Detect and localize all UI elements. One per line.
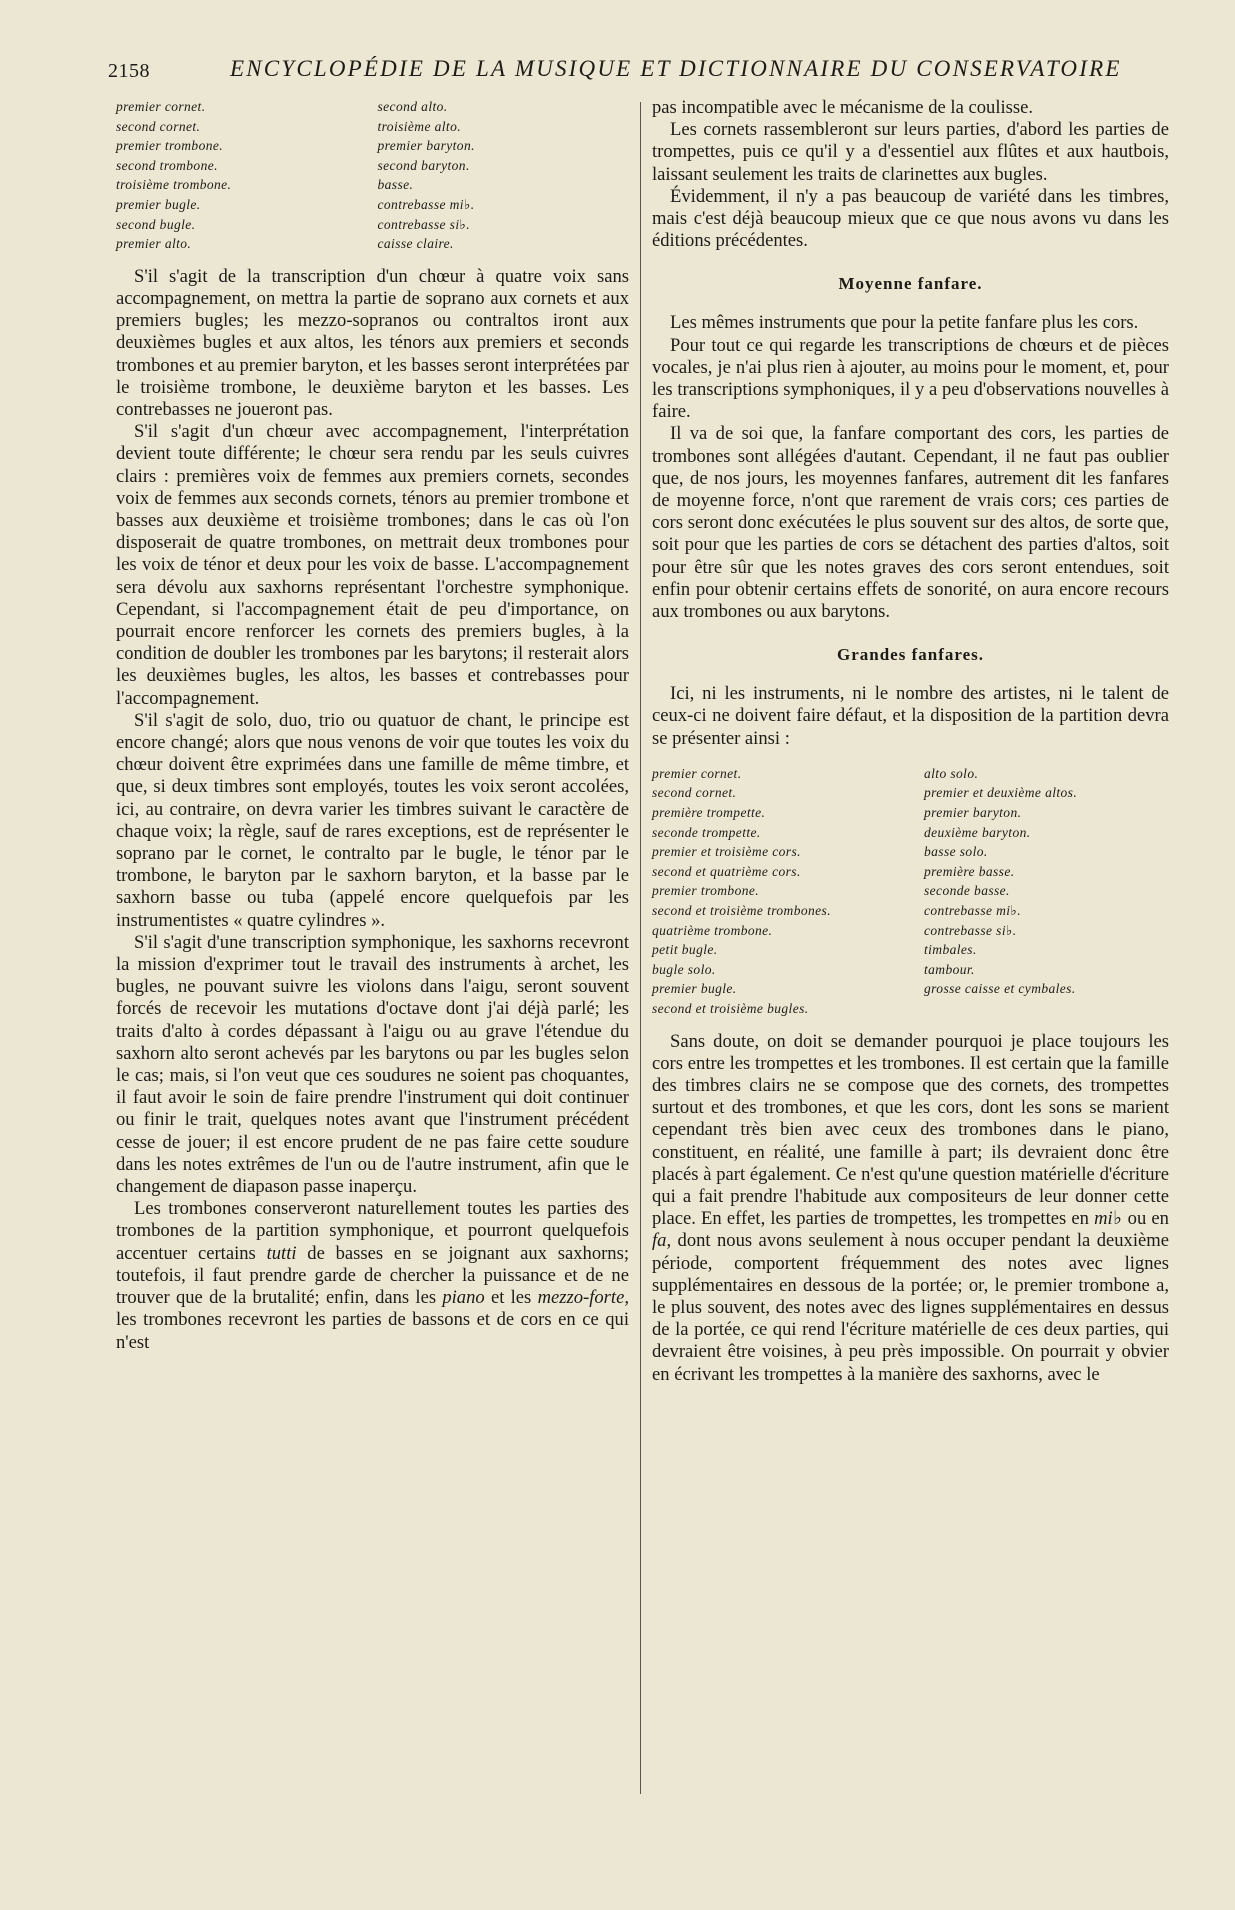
list-item: second cornet. [116, 118, 201, 134]
list-item: troisième trombone. [116, 177, 232, 193]
list-item: second cornet. [652, 785, 737, 801]
paragraph: Il va de soi que, la fanfare comportant des cors, les parties de trombones sont allégées d'autant. Cependant, il ne faut pas oublier que, de nos jours, les moyennes fanfares, autrement dit les fanfares de moyenne force, n'ont que rarement de vrais cors; ces parties de cors seront donc exécutées le plus souvent sur des altos, de sorte que, soit pour que les parties de cors se détachent des parties d'altos, soit pour être sûr que les notes graves des cors seront entendues, soit enfin pour obtenir certains effets de sonorité, on aura encore recours aux trombones ou aux barytons. [652, 423, 1169, 623]
list-item: premier trombone. [652, 883, 760, 899]
left-column [116, 97, 629, 1354]
list-item: deuxième baryton. [924, 824, 1031, 840]
paragraph: S'il s'agit d'un chœur avec accompagnement, l'interprétation devient toute différente; le chœur sera rendu par les seuls cuivres clairs : premières voix de femmes aux premiers cornets, secondes voix de femmes aux seconds cornets, ténors au premier trombone et basses aux deuxième et troisième trombones; dans le cas où l'on disposerait de quatre trombones, on mettrait deux trombones pour les voix de ténor et deux pour les voix de basse. L'accompagnement sera dévolu aux saxhorns représentant l'orchestre symphonique. Cependant, si l'accompagnement était de peu d'importance, on pourrait encore renforcer les cornets des premiers bugles, à la condition de doubler les trombones par les barytons; il resterait alors les deuxièmes bugles, les altos, les basses et contrebasses pour l'accompagnement. [116, 421, 629, 709]
list-item: premier cornet. [116, 99, 206, 114]
instrument-list-column [378, 97, 630, 254]
paragraph: S'il s'agit de la transcription d'un chœur à quatre voix sans accompagnement, on mettra la partie de soprano aux cornets et aux premiers bugles; les mezzo-sopranos ou contraltos iront aux deuxièmes bugles et aux altos, les ténors aux premiers et seconds trombones et au premier baryton, et les basses seront interprétées par le troisième trombone, le deuxième baryton et les basses. Les contrebasses ne joueront pas. [116, 265, 629, 420]
paragraph: S'il s'agit de solo, duo, trio ou quatuor de chant, le principe est encore changé; alors que nous venons de voir que toutes les voix du chœur doivent être exprimées dans une famille de même timbre, et que, si deux timbres sont employés, toutes les voix seront accolées, ici, au contraire, on devra varier les timbres suivant le caractère de chaque voix; la règle, sauf de rares exceptions, est de représenter le soprano par le cornet, le contralto par le bugle, le ténor par le trombone, le baryton par le saxhorn baryton, et la basse par le saxhorn basse ou tuba (appelé encore quelquefois par les instrumentistes « quatre cylindres ». [116, 709, 629, 931]
instrument-list-column [116, 97, 368, 254]
paragraph [116, 1198, 629, 1353]
instrument-list-column [924, 764, 1169, 1019]
page-number: 2158 [108, 60, 150, 82]
paragraph: S'il s'agit d'une transcription symphonique, les saxhorns recevront la mission d'exprimer tout le travail des instruments à archet, les bugles, ne pouvant suivre les violons dans l'aigu, seront souvent forcés de recevoir les mutations d'octave dont j'ai déjà parlé; les traits d'alto à cordes dépassant à l'aigu ou au grave l'étendue du saxhorn alto seront achevés par les barytons ou par les bugles selon le cas; mais, si l'on veut que ces soudures ne soient pas choquantes, il faut avoir le soin de faire prendre l'instrument qui doit continuer ou finir le trait, quelques notes avant que l'instrument précédent cesse de jouer; il est encore prudent de ne pas faire cette soudure dans les notes extrêmes de l'un ou de l'autre instrument, afin que le changement de diapason passe inaperçu. [116, 931, 629, 1198]
list-item: seconde basse. [924, 883, 1010, 899]
list-item: premier baryton. [377, 138, 475, 154]
instrument-list-petite [116, 97, 629, 254]
list-item: second et troisième bugles. [652, 1001, 809, 1016]
list-item: second baryton. [377, 157, 470, 173]
list-item: premier cornet. [652, 765, 742, 781]
list-item: contrebasse si♭. [924, 922, 1017, 938]
text-run: ou en [1122, 1208, 1169, 1230]
list-item: second alto. [377, 99, 448, 114]
list-item: premier et deuxième altos. [924, 785, 1078, 801]
list-item: contrebasse mi♭. [377, 196, 475, 212]
list-item: troisième alto. [377, 118, 461, 134]
italic-term: mi♭ [1094, 1208, 1123, 1230]
text-run: et les [484, 1287, 538, 1309]
italic-term: fa, [652, 1230, 672, 1252]
text-run: dont nous avons seulement à nous occuper pendant la deuxième période, comportent fréquemment des notes avec lignes supplémentaires en dessous de la portée; or, le premier trombone a, le plus souvent, des notes avec des lignes supplémentaires en dessus de la portée, ce qui rend l'écriture matérielle de ces deux parties, qui devraient être voisines, à peu près impossible. On pourrait y obvier en écrivant les trompettes à la manière des saxhorns, avec le [652, 1230, 1169, 1385]
list-item: timbales. [924, 942, 977, 958]
list-item: basse solo. [924, 844, 988, 860]
italic-term: tutti [266, 1242, 297, 1264]
list-item: premier alto. [116, 236, 192, 252]
text-run: les trombones recevront les parties de bassons et de cors en ce qui n'est [116, 1309, 629, 1353]
list-item: second et troisième trombones. [652, 903, 831, 919]
list-item: contrebasse mi♭. [924, 903, 1022, 919]
list-item: second et quatrième cors. [652, 863, 801, 879]
italic-term: mezzo-forte, [537, 1287, 629, 1309]
list-item: premier et troisième cors. [652, 844, 801, 860]
list-item: caisse claire. [377, 236, 454, 252]
paragraph: Les mêmes instruments que pour la petite fanfare plus les cors. [670, 312, 1139, 334]
text-run: Les trombones conserveront naturellement toutes les parties des trombones de la partition symphonique, et pourront quelquefois accentuer certains [116, 1198, 629, 1264]
italic-term: piano [442, 1287, 485, 1309]
page-header [108, 56, 1170, 90]
paragraph: Évidemment, il n'y a pas beaucoup de variété dans les timbres, mais c'est déjà beaucoup mieux que ce que nous avons vu dans les éditions précédentes. [652, 185, 1169, 252]
list-item: tambour. [924, 961, 975, 977]
list-item: contrebasse si♭. [377, 216, 471, 232]
list-item: premier trombone. [116, 138, 224, 154]
column-divider [640, 102, 641, 1794]
list-item: second trombone. [116, 157, 218, 173]
paragraph: Pour tout ce qui regarde les transcriptions de chœurs et de pièces vocales, je n'ai plus rien à ajouter, au moins pour le moment, et, pour les transcriptions symphoniques, il y a peu d'observations nouvelles à faire. [652, 334, 1169, 423]
text-run: Sans doute, on doit se demander pourquoi je place toujours les cors entre les trompettes et les trombones. Il est certain que la famille des timbres clairs ne se compose que des cornets, des trompettes surtout et des trombones, et que les cors, dont les sons se marient cependant très bien avec ceux des trombones dans le piano, constituent, en réalité, une famille à part; ils devraient donc être placés à part également. Ce n'est qu'une question matérielle d'écriture qui a fait prendre l'habitude aux compositeurs de leur donner cette place. En effet, les parties de trompettes, les trompettes en [652, 1030, 1169, 1230]
list-item: première basse. [924, 863, 1015, 879]
paragraph: Les cornets rassembleront sur leurs parties, d'abord les parties de trompettes, puis ce qu'il y a d'essentiel aux flûtes et aux hautbois, laissant seulement les traits de clarinettes aux bugles. [652, 119, 1169, 185]
list-item: premier bugle. [652, 981, 737, 997]
list-item: premier bugle. [116, 196, 201, 212]
list-item: première trompette. [652, 805, 766, 821]
list-item: basse. [377, 177, 414, 193]
section-heading: Moyenne fanfare. [838, 274, 983, 294]
paragraph: pas incompatible avec le mécanisme de la coulisse. [652, 97, 1034, 118]
running-title: ENCYCLOPÉDIE DE LA MUSIQUE ET DICTIONNAIRE DU CONSERVATOIRE [230, 56, 1122, 81]
section-heading: Grandes fanfares. [836, 645, 984, 665]
list-item: bugle solo. [652, 961, 716, 977]
paragraph [652, 1031, 1169, 1386]
list-item: premier baryton. [924, 805, 1022, 821]
instrument-list-grandes [652, 764, 1169, 1019]
list-item: alto solo. [924, 765, 979, 781]
paragraph: Ici, ni les instruments, ni le nombre des artistes, ni le talent de ceux-ci ne doivent faire défaut, et la disposition de la partition devra se présenter ainsi : [652, 683, 1169, 749]
right-column [652, 97, 1169, 1386]
list-item: petit bugle. [652, 942, 718, 958]
text-run: de basses en se joignant aux saxhorns; toutefois, il faut prendre garde de chercher la puissance et de ne trouver que de la brutalité; enfin, dans les [116, 1242, 630, 1309]
list-item: quatrième trombone. [652, 922, 773, 938]
list-item: second bugle. [116, 216, 196, 232]
list-item: grosse caisse et cymbales. [924, 981, 1076, 997]
list-item: seconde trompette. [652, 824, 761, 840]
instrument-list-column [652, 764, 914, 1019]
